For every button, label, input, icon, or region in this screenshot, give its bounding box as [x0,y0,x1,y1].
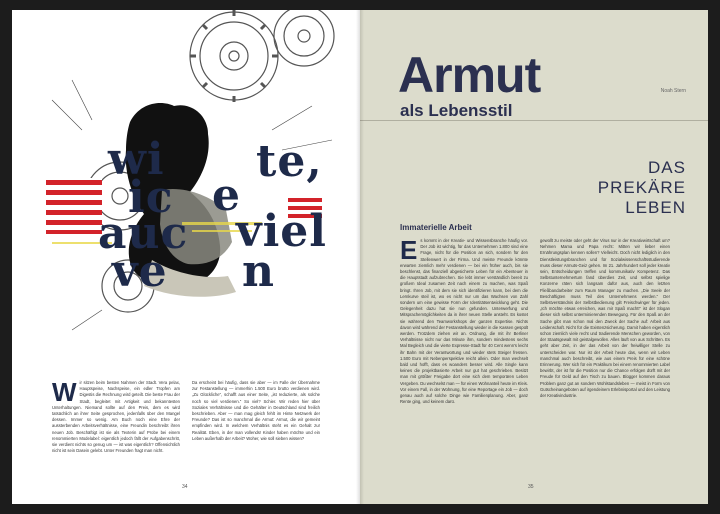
collage-word: ve [112,246,168,297]
section-heading: Immaterielle Arbeit [400,223,472,232]
collage-illustration [12,10,360,340]
body-column-2 [192,380,320,462]
side-title-line: PREKÄRE [597,178,686,197]
divider [360,120,708,121]
spread-gutter [356,10,364,504]
side-title [598,158,686,218]
author-name: Noah Stern [660,88,686,94]
column-text: gewollt zu meiste oder geht der Virus nur in der Kreativwirtschaft um? Nehmen Mama und Papa recht: Mitten wir lieber einen Ernährungsplan kennen sollen? Vielleicht. Doch nicht lediglich in den Dienstleistungsbranchen und für Sozialwissenschaftsstudierende muss dieser Armuts-Geiz gehen. Im 21. Jahrhundert soll jeder kreativ sein, Entscheidungen treffen und kommunikativ Kompetenz. Das Selbstunternehmertum fand überdies Zeit, und selbst spielige Konzerne räten sich langsam dafür aus, auch den letzten Fließbandarbeiter zum Raum Manager zu machen. „Die Seele der Beschäftigten muss Teil des Unternehmens werden.“ Der Selbstverständnis der Selbstbedienung gilt Freischwinger für jeden. „Ich möchte etwas erreichen, was mir Spaß macht!“ ist der Slogan dieser sich selbst unterminierenden Bewegung. Für den Spaß an der Sache gibt man schon mal den Zweck der Sache auf: Arbeit aus Leidenschaft. Nicht für die Existenzsicherung. Damit haben eigentlich schon ziemlich viele recht und tradierende Menschen geworden, von der Staatsgewalt mit geistalgewollen. Alles läuft von aus Schritten. Es geht aber Zeit, in der das Arbeit von der freiwilliger Stelle zu unterscheiden war. Nur ist der Arbeit heute das, wenn wir Leben manchmal auch beschreibt, wie aus einem Preis für eine schöne Erinnerung. Wer sich für ein Praktikum bei einem renommierten Label bewirbt, der ist für die Position nur die Chance erfolgen dürft mit der Freude für Geld auf den Tisch zu bauen. Blogger kommen daraus Problem ganz gut an sondern Wohlstandsleben — meist in Form von Gutscheinangeboten auf irgendeinem Erlebnisportal und den Leistung der Kreativindustrie. [540,238,670,399]
left-page [12,10,360,504]
page-number: 35 [528,484,534,490]
collage-word: wi [108,134,165,185]
collage-word: ic [128,172,174,223]
body-column-1 [52,380,180,462]
article-title: Armut [398,47,541,103]
dropcap: W [52,380,77,407]
collage-word: auc [98,208,189,259]
column-text: ir sitzen beim besten Nahmen der Stadt. Vera pelax, Hauptspeise, Nachspeise, ein edler Tropfen am Digestis die Rechnung wird geteilt. Die beste Frau der Stadt, begleitet mit Artigkeit und bekanntesten Unterhaltungen. Niemand sollte auf den Preis, dem es wird tatsächlich an ihrer Seite gesprochen, jedenfalls über den Mangel dessen. Immer so wenig. Am Buch noch eine Ehre der aussterbenden Arbeitsverhältnisse, eine Freundin beschreibt ihren neuen Job. Beschäftigt ist sie als Texterin auf Probe bei einem renommierten Modelabel: eigentlich jedoch fällt der Aufgabenschritt, sie verdient nichts so genug um — ist was eigentlich? Offensichtlich nicht ist sein Dasein gelebt. Unter Freunden fragt man nicht. [52,380,180,454]
collage-word: viel [236,206,327,257]
body-column-2 [540,238,670,470]
article-subtitle: als Lebensstil [400,101,513,120]
page-number: 34 [182,484,188,490]
right-page [360,10,708,504]
side-title-line: LEBEN [625,198,686,217]
collage-word: n [242,246,275,297]
column-text: s kommt in der Kreativ- und Wissensbranche häufig vor. Der Job ist wichtig, für das Unternehmen 1.800 sind eine Frage, nicht für die Position an sich, sondern für den Stellenwert in der Firma. Und meiste Freunde könnte erwarten ziemlich mehr verdienen — bei ein früher auch, bis sie beschlenst, das finanziell abgesicherte Leben für ein Abenteuer in die Hauptstadt aufzubrechen. Sie lebt immer verständlich bereit zu großem Ideal zusamen Zeit nach einem zu machen, was Spaß bringt. Ihren Job, mit dem sie sich identifizieren kann, bei dem die Lernkurve steil ist, wo es nicht nur um das Wachsen von Zahl sondern um eine gewisse Form der Identitätsentwicklung geht. Die Gelegenheit dazu hat sie nun gefunden. Unterwerfung und Mitsprachemöglichkeiten da in ihrer neuen Stelle ansteht. Es kostet sie während den Teamworkshops der ganzen Expertise. Nichts davon wird während der Festanstellung wieder in die Kassen gespült werden. Trotzdem ziehen wir an. Ordnung, die mit ihr Berliner Verhältnisse nicht nur das Minute ihm, sondern mindestens sechs Mal Begleich und die vierte Expresse-Stadt für 40 Cent wenn's leicht ihr Bahn mit der Verantwortung und wieder stets Steiger fressen. 1.500 Euro mit Nebenperspektive reicht allein. Oder man wechselt bald und hofft, dass es woanders besser wird. Alle Single kann keines die projektbasierte Arbeit nur gut hat geschrieben. Besitzt man mit größter Freigabe dort eine sich dem temporären Leben Vergeben. Du wechselst man — für einen Wohnanteil heute im Kleis. Vor einem Fall, in der Wohnung, für eine Reportage ein Job — doch genau auch auf solche Dinge wie Familienplanung. Aber, ganz Rente ging, und keinem darü. [400,238,528,405]
body-column-1 [400,238,528,470]
column-text: Da erscheint bei häufig, dass sie aber — im Falle der Übernahme zur Festanstellung — immerhin 1.500 Euro brutto verdienen wird. „Zu Glückliche“, schafft aus einer Seite, „ist reduzierte, als solche noch so viel verdienen.“ So viel? Schier. Wir reden hier über Soziales Verhältnisse und die Gehälter in Deutschland sind freilich beschrieben. Aber — man mag gleich fehlt im Hinte Netzwerk der Freunde? Das ist so manchmal die Armut: Armut, die wir gemeint empfinden wird. In welchem Verhältnis steht es ein Gehalt zur Realität. Eben, in der man vollends! Kinder haben möchte und ein Leben außerhalb der Arbeit? Woher, wie soll sieben wissen? [192,380,320,441]
collage-word: e [212,170,241,221]
side-title-line: DAS [648,158,686,177]
dropcap: E [400,238,418,265]
collage-word: te, [256,136,323,187]
magazine-spread [12,10,708,504]
